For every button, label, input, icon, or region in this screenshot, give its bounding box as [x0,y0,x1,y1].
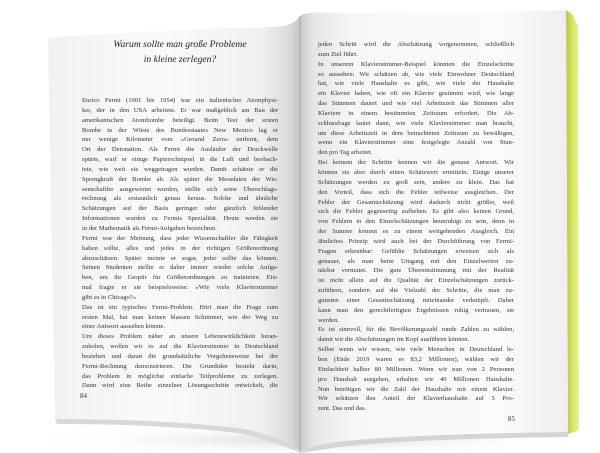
text-line: Es ist sinnvoll, für die Bevölkerungszahl runde Zahlen zu wählen, [318,326,514,334]
text-line: von Fehlern in den Einzelschätzungen beunruhigt zu sein, denn in [318,218,514,226]
text-line: in der Mathematik als Fermi-Aufgaben bezeichnet. [82,224,217,232]
text-line: einer Antwort aussehen könnte. [82,323,166,331]
text-line: Klaviere in einem bestimmten Zeitraum erfordert. Die Ab- [318,109,514,117]
text-line: Bombe in der Wüste des Bundesstaates New Mexico lag er [82,126,278,134]
text-line: Fehler der Gesamtschätzung wird dadurch nicht größer, weil [318,198,514,206]
text-line: haben sollte, alles und jedes in der richtigen Größenordnung [82,244,278,252]
page-number: 84 [80,392,87,400]
chapter-heading-line: Warum sollte man große Probleme [113,39,247,50]
text-line: senschaftler ausgewertet wurden, stellte sich seine Überschlags- [82,185,278,193]
text-line: beziehen und daran die grundsätzliche Vorgehensweise bei der [82,352,278,360]
text-line: Schätzungen werden zu groß sein, andere zu klein. Das hat [318,178,514,186]
chapter-heading [82,38,278,67]
text-line: hat, wie viele Haushalte es gibt, wie viele der Haushalte [318,80,514,88]
text-line: ist nicht allein auf die Qualität der Einzelschätzungen zurück- [318,277,514,285]
text-line: zuholen, wollen wir es auf die Klavierstimmer in Deutschland [82,343,278,351]
text-line: schlussfrage lautet dann, wie viele Klavierstimmer man braucht, [318,119,514,127]
text-line: Sprengkraft der Bombe ab. Als später die Messdaten der Wis- [82,175,278,183]
chapter-heading-line: in kleine zerlegen? [143,53,217,65]
text-line: ähnliches Prinzip wird auch bei der Durchführung von Fermi- [318,237,514,245]
text-line: das Problem in möglichst einfache Teilprobleme zu zerlegen. [82,372,278,380]
text-line: ersten Mal, hat man keinen blassen Schimmer, wie der Weg zu [82,313,278,321]
text-line: Schätzungen auf der Basis geringer oder gänzlich fehlender [82,205,278,213]
text-line: pro Haushalt ausgehen, erhalten wir 40 Millionen Haushalte. [318,375,514,383]
text-line: den pro Tag arbeitet. [318,149,373,157]
text-line: gunsten einer Gesamtschätzung miteinander verknüpft. Daher [318,296,514,304]
text-line: Wir schätzen den Anteil der Klavierhaushalte auf 5 Pro- [318,395,514,403]
page-number: 85 [508,415,515,423]
text-line: nächst vermutet. Die gute Übereinstimmung mit der Realität [318,267,514,275]
text-line: zuführen, sondern auf die Vielzahl der Schritte, die man zu- [318,287,514,295]
text-line: Enrico Fermi (1901 bis 1954) war ein italienischer Atomphysi- [82,97,278,104]
text-line: mal fragte er sie beispielsweise: »Wie viele Klavierstimmer [82,284,278,292]
text-line: der Summe kommt es zu einem weitgehenden Ausgleich. Ein [318,228,514,236]
text-line: genauer, als man beim Umgang mit den Einzelwerten zu- [318,257,514,265]
text-line: ben, um ihr Gespür für Größenordnungen zu trainieren. Ein- [82,274,278,282]
text-line: den Vorteil, dass sich die Fehler teilweise ausgleichen. Der [318,188,514,196]
text-line: kann man den gerechtfertigten Ergebnissen ruhig vertrauen, sie [318,306,514,314]
text-line: Das ist ein typisches Fermi-Problem. Hört man die Frage zum [82,303,278,311]
text-line: Seinen Studenten stellte er daher immer wieder solche Aufga- [82,264,278,272]
text-line: Um dieses Problem näher an unsere Lebenswirklichkeit heran- [82,333,278,341]
text-line: rechnung als erstaunlich genau heraus. Solche und ähnliche [82,195,278,203]
text-line: Selbst wenn wir wissen, wie viele Menschen in Deutschland le- [318,346,514,354]
text-line: amerikanischen Atombombe beteiligt. Beim Test der ersten [82,116,278,124]
text-line: spürte, warf er einige Papierschnipsel in die Luft und beobach- [82,156,278,164]
text-line: ben (Ende 2019 waren es 83,2 Millionen), wählen wir der [318,356,514,363]
text-line: Dann wird eine Reihe einzelner Lösungsschritte entwickelt, die [82,382,278,390]
text-line: Fermi war der Meinung, dass jeder Wissenschaftler die Fähigkeit [82,234,278,242]
text-line: so aussehen: Wir schätzen ab, wie viele Einwohner Deutschland [318,70,514,78]
text-line: jeden Schritt wird die Abschätzung vorgenommen, schließlich [318,41,514,48]
text-line: gibt es in Chicago?« [82,293,137,301]
text-line: Informationen wurden zu Fermis Spezialität. Heute werden sie [82,215,278,223]
text-line: um diese Arbeitszeit in dem betrachteten Zeitraum zu bewältigen, [318,129,514,137]
left-page-body [82,96,278,391]
right-page-body [318,40,514,414]
text-line: Einfachheit halber 80 Millionen. Wenn wir nun von 2 Personen [318,365,514,373]
text-line: nur wenige Kilometer vom »Ground Zero« entfernt, dem [82,136,278,144]
text-line: ker, der in den USA arbeitete. Er war maßgeblich am Bau der [82,106,278,114]
text-line: In unserem Klavierstimmer-Beispiel könnten die Einzelschritte [318,60,514,68]
text-line: wenn ein Klavierstimmer eine festgelegte Anzahl von Stun- [318,139,514,147]
text-line: Ort der Detonation. Als Fermi die Ausläufer der Druckwelle [82,146,278,154]
text-line: abzuschätzen. Später meinte er sogar, jeder sollte das können. [82,254,278,262]
text-line: Nun benötigen wir die Zahl der Haushalte mit einem Klavier. [318,385,514,393]
text-line: werden. [318,316,340,324]
text-line: sich die Fehler gegenseitig aufheben. Es gibt also keinen Grund, [318,208,514,216]
text-line: Fragen erkennbar: Gefühlte Schätzungen erweisen sich als [318,247,514,255]
text-line: Bei keinem der Schritte kennen wir die genaue Antwort. Wir [318,159,514,167]
text-line: ein Klavier haben, wie oft ein Klavier gestimmt wird, wie lange [318,90,514,98]
text-line: zum Ziel führt. [318,50,358,58]
text-line: Fermi-Rechnung demonstrieren. Die Grundidee besteht darin, [82,362,278,370]
text-line: zent. Das und das. [318,405,367,413]
text-line: damit wir die Abschätzungen im Kopf ausführen können. [318,336,470,344]
text-line: können sie aber durch einen Schätzwert ermitteln. Einige unserer [318,168,514,176]
text-line: tete, wie weit sie weggetragen wurden. Damit schätzte er die [82,165,278,173]
text-line: das Stimmen dauert und wie viel Arbeitszeit das Stimmen aller [318,100,514,108]
book-cover-edge [566,10,579,434]
